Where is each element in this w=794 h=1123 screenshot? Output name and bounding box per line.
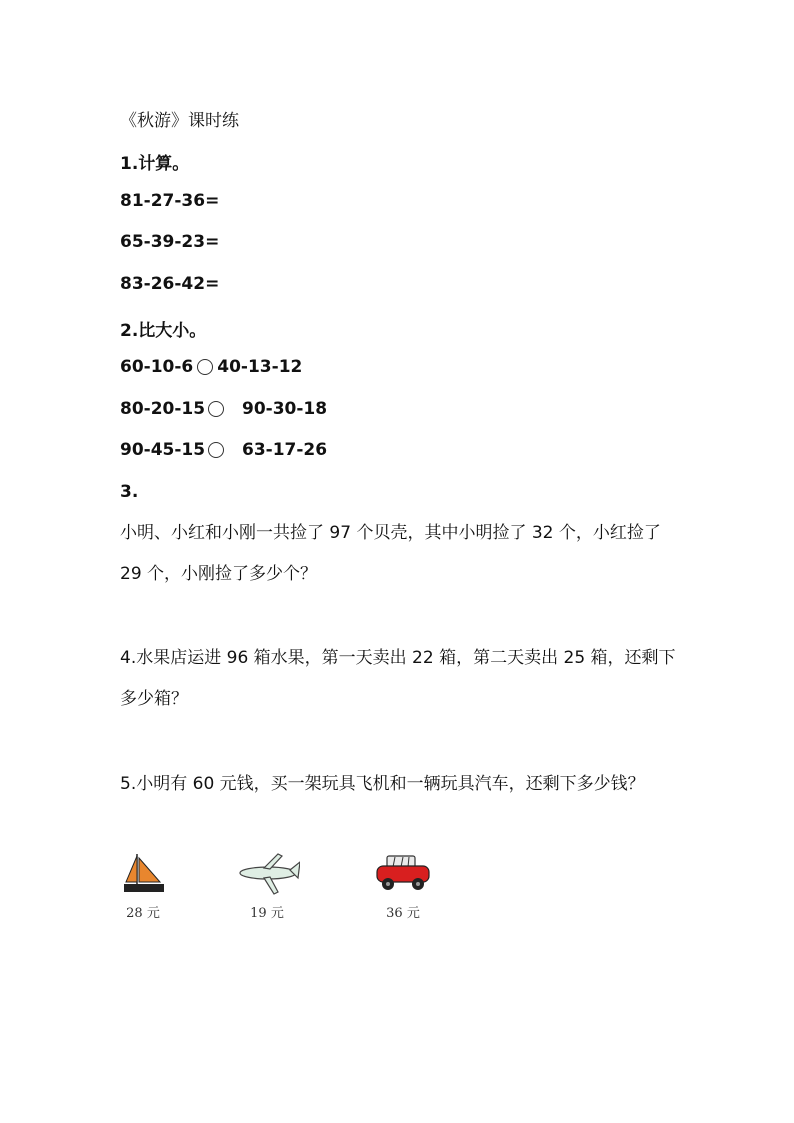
q3-label: 3. <box>120 482 139 502</box>
q2-row-3-right: 63-17-26 <box>242 440 328 460</box>
q3-text: 小明、小红和小刚一共捡了 97 个贝壳，其中小明捡了 32 个，小红捡了 29 个，小刚捡了多少个？ <box>120 523 661 584</box>
car-icon <box>373 850 433 896</box>
q2-row-2-right: 90-30-18 <box>242 399 328 419</box>
q2-row-3-left: 90-45-15 <box>120 440 206 460</box>
q2-row-1 <box>120 357 302 377</box>
toy-car <box>372 850 434 921</box>
q1-item-1: 81-27-36= <box>120 191 220 211</box>
toy-price: 36 元 <box>386 906 420 921</box>
page-title: 《秋游》课时练 <box>120 111 239 131</box>
compare-circle-icon[interactable] <box>197 359 213 375</box>
toy-price: 19 元 <box>250 906 284 921</box>
toy-sailboat <box>118 850 168 921</box>
toy-airplane <box>232 850 302 921</box>
q1-item-3: 83-26-42= <box>120 274 220 294</box>
sailboat-icon <box>120 850 166 896</box>
q1-item-2: 65-39-23= <box>120 232 220 252</box>
q5-text: 5.小明有 60 元钱，买一架玩具飞机和一辆玩具汽车，还剩下多少钱？ <box>120 774 645 794</box>
q2-row-2 <box>120 399 327 419</box>
q2-row-2-left: 80-20-15 <box>120 399 206 419</box>
compare-circle-icon[interactable] <box>208 442 224 458</box>
q2-label: 2.比大小。 <box>120 321 207 341</box>
q2-row-3 <box>120 440 327 460</box>
toy-price: 28 元 <box>126 906 160 921</box>
q1-label: 1.计算。 <box>120 154 190 174</box>
compare-circle-icon[interactable] <box>208 401 224 417</box>
airplane-icon <box>234 850 300 896</box>
q4-text: 4.水果店运进 96 箱水果，第一天卖出 22 箱，第二天卖出 25 箱，还剩下多少箱？ <box>120 648 676 709</box>
q2-row-1-right: 40-13-12 <box>217 357 303 377</box>
q2-row-1-left: 60-10-6 <box>120 357 194 377</box>
